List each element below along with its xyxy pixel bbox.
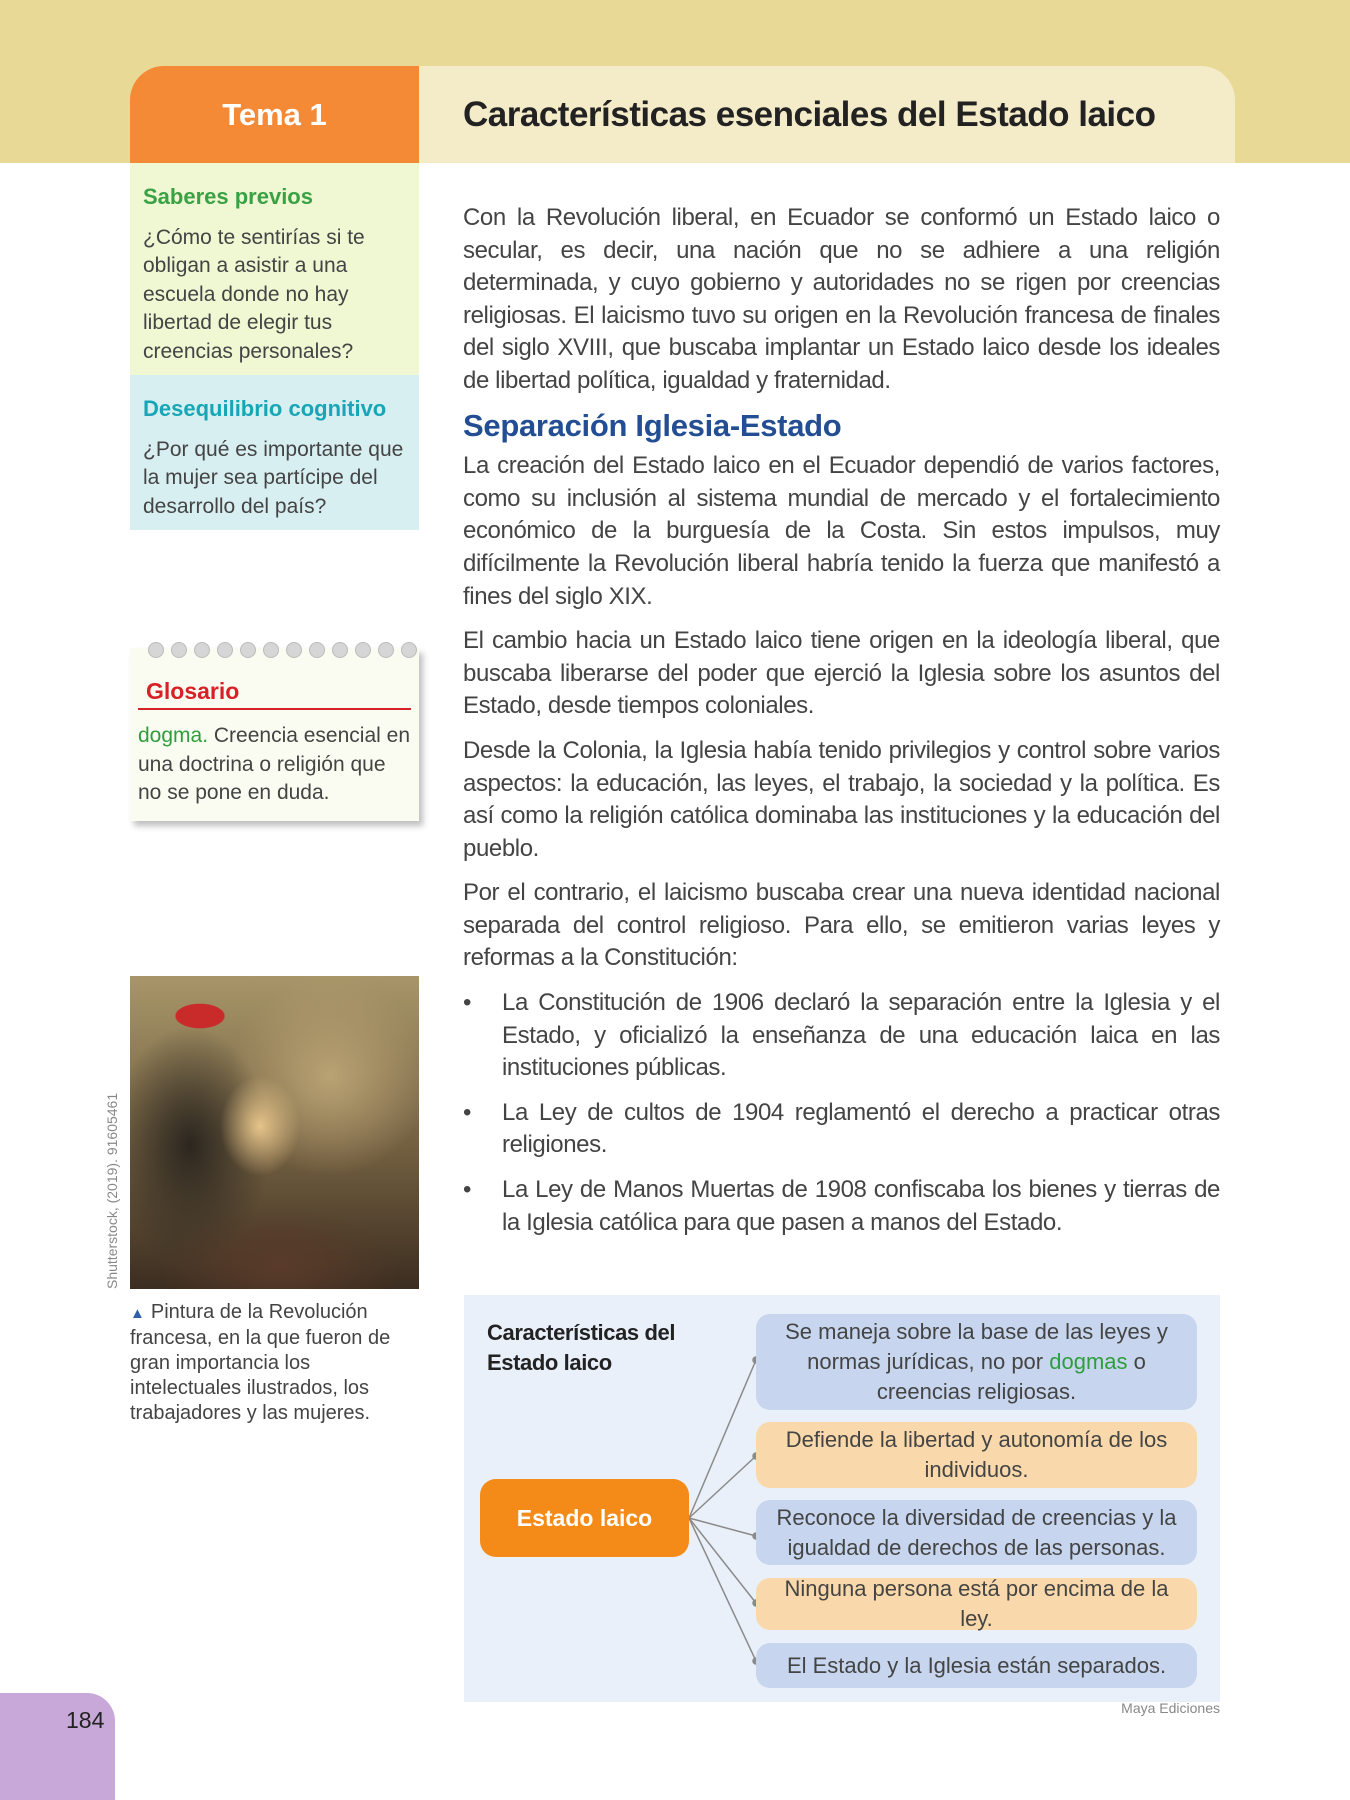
glosario-entry <box>138 722 411 808</box>
saberes-title: Saberes previos <box>143 184 313 209</box>
image-caption <box>130 1300 419 1426</box>
desequilibrio-box <box>130 375 419 530</box>
glosario-note <box>130 648 419 821</box>
paragraph: Desde la Colonia, la Iglesia había tenido privilegios y control sobre varios aspectos: la educación, las leyes, el trabajo, la sociedad y la política. Es así como la religión católica dominaba las instituciones y la educación del pueblo. <box>463 736 1220 862</box>
node-text: Se maneja sobre la base de las leyes y normas jurídicas, no por <box>785 1319 1168 1374</box>
node-law-equality: Ninguna persona está por encima de la ley. <box>756 1578 1197 1630</box>
node-text: o creencias religiosas. <box>876 1349 1146 1404</box>
list-item: • La Constitución de 1906 declaró la separación entre la Iglesia y el Estado, y oficializó la enseñanza de una educación laica en las instituciones públicas. <box>463 987 1220 1085</box>
list-item: • La Ley de Manos Muertas de 1908 confiscaba los bienes y tierras de la Iglesia católica para que pasen a manos del Estado. <box>463 1174 1220 1239</box>
node-freedom: Defiende la libertad y autonomía de los individuos. <box>756 1422 1197 1488</box>
intro-paragraph: Con la Revolución liberal, en Ecuador se conformó un Estado laico o secular, es decir, una nación que no se adhiere a una religión determinada, y cuyo gobierno y autoridades no se rigen por creencias religiosas. El laicismo tuvo su origen en la Revolución francesa de finales del siglo XVIII, que buscaba implantar un Estado laico desde los ideales de libertad política, igualdad y fraternidad. <box>463 204 1220 394</box>
caption-text: Pintura de la Revolución francesa, en la que fueron de gran importancia los intelectuales ilustrados, los trabajadores y las mujeres. <box>130 1301 391 1424</box>
desequilibrio-title: Desequilibrio cognitivo <box>143 396 387 421</box>
saberes-text: ¿Cómo te sentirías si te obligan a asistir a una escuela donde no hay libertad de elegir tus creencias personales? <box>143 225 365 363</box>
glosario-definition: Creencia esencial en una doctrina o religión que no se pone en duda. <box>138 724 410 804</box>
image-credit: Shutterstock, (2019). 91605461 <box>104 1092 120 1289</box>
main-content <box>463 202 1220 1251</box>
list-item: • La Ley de cultos de 1904 reglamentó el derecho a practicar otras religiones. <box>463 1097 1220 1162</box>
section-heading: Separación Iglesia-Estado <box>463 407 842 443</box>
publisher: Maya Ediciones <box>1121 1700 1220 1716</box>
node-diversity: Reconoce la diversidad de creencias y la igualdad de derechos de las personas. <box>756 1500 1197 1565</box>
glosario-term: dogma. <box>138 724 209 747</box>
center-node: Estado laico <box>480 1479 689 1557</box>
spiral-rings-icon <box>148 642 417 658</box>
desequilibrio-text: ¿Por qué es importante que la mujer sea partícipe del desarrollo del país? <box>143 437 404 518</box>
glosario-title: Glosario <box>138 678 411 710</box>
node-term: dogmas <box>1049 1349 1128 1374</box>
page-title: Características esenciales del Estado laico <box>419 66 1235 163</box>
page-number: 184 <box>0 1693 115 1800</box>
paragraph: El cambio hacia un Estado laico tiene origen en la ideología liberal, que buscaba liberarse del poder que ejerció la Iglesia sobre los asuntos del Estado, desde tiempos coloniales. <box>463 627 1220 720</box>
law-list <box>463 987 1220 1239</box>
node-laws <box>756 1314 1197 1410</box>
saberes-previos-box <box>130 163 419 375</box>
topic-tab: Tema 1 <box>130 66 419 163</box>
revolution-painting <box>130 976 419 1289</box>
node-separation: El Estado y la Iglesia están separados. <box>756 1643 1197 1688</box>
concept-diagram <box>464 1295 1220 1702</box>
paragraph: La creación del Estado laico en el Ecuador dependió de varios factores, como su inclusión al sistema mundial de mercado y el fortalecimiento económico de la burguesía de la Costa. Sin estos impulsos, muy difícilmente la Revolución liberal habría tenido la fuerza que manifestó a fines del siglo XIX. <box>463 452 1220 610</box>
diagram-title: Características del Estado laico <box>487 1320 676 1375</box>
paragraph: Por el contrario, el laicismo buscaba crear una nueva identidad nacional separada del control religioso. Para ello, se emitieron varias leyes y reformas a la Constitución: <box>463 879 1220 972</box>
triangle-icon: ▲ <box>130 1305 145 1322</box>
